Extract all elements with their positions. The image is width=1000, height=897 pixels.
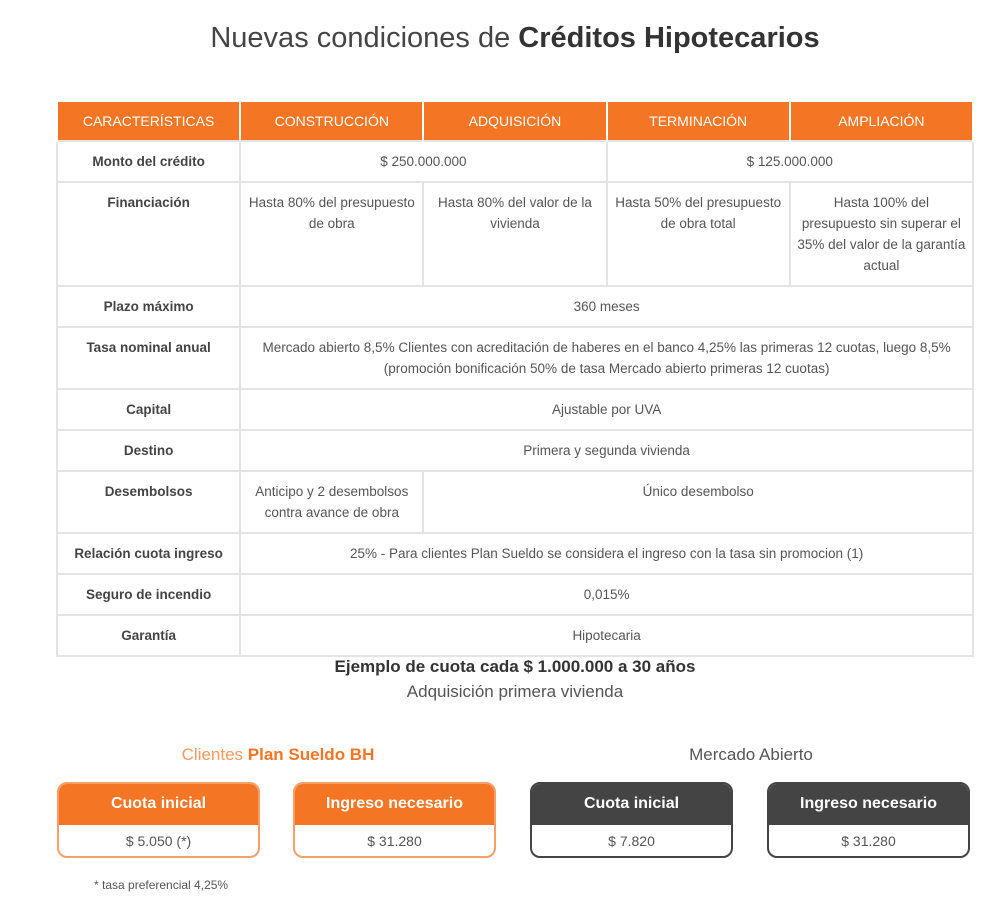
mercado-cuota-card [530, 782, 733, 858]
table-row [57, 574, 973, 615]
cell: Hasta 100% del presupuesto sin superar el 35% del valor de la garantía actual [790, 182, 973, 286]
table-row [57, 471, 973, 533]
cell: Mercado abierto 8,5% Clientes con acreditación de haberes en el banco 4,25% las primeras 12 cuotas, luego 8,5% (promoción bonificación 50% de tasa Mercado abierto primeras 12 cuotas) [240, 327, 973, 389]
cell: Ajustable por UVA [240, 389, 973, 430]
header-ampliacion: AMPLIACIÓN [790, 101, 973, 141]
card-header: Ingreso necesario [295, 784, 494, 825]
table-row [57, 141, 973, 182]
plan-sueldo-bold: Plan Sueldo BH [247, 745, 375, 764]
cell: 25% - Para clientes Plan Sueldo se considera el ingreso con la tasa sin promocion (1) [240, 533, 973, 574]
table-row [57, 389, 973, 430]
table-row [57, 533, 973, 574]
row-label: Destino [57, 430, 240, 471]
example-title: Ejemplo de cuota cada $ 1.000.000 a 30 años [334, 657, 696, 676]
cell: $ 250.000.000 [240, 141, 606, 182]
row-label: Relación cuota ingreso [57, 533, 240, 574]
example-subtitle: Adquisición primera vivienda [406, 682, 624, 701]
cell: Hipotecaria [240, 615, 973, 656]
card-value: $ 31.280 [367, 833, 422, 849]
cell: $ 125.000.000 [607, 141, 973, 182]
cell: Primera y segunda vivienda [240, 430, 973, 471]
mercado-heading: Mercado Abierto [689, 745, 813, 764]
plan-sueldo-heading [128, 745, 428, 765]
row-label: Plazo máximo [57, 286, 240, 327]
cell: Anticipo y 2 desembolsos contra avance de obra [240, 471, 423, 533]
table-row [57, 430, 973, 471]
header-adquisicion: ADQUISICIÓN [423, 101, 606, 141]
footnote: * tasa preferencial 4,25% [94, 878, 229, 892]
cell: Hasta 50% del presupuesto de obra total [607, 182, 790, 286]
plan-sueldo-cuota-card [57, 782, 260, 858]
header-caracteristicas: CARACTERÍSTICAS [57, 101, 240, 141]
cell: Único desembolso [423, 471, 973, 533]
table-header [57, 101, 973, 141]
cell: 360 meses [240, 286, 973, 327]
card-value: $ 7.820 [608, 833, 655, 849]
title-bold: Créditos Hipotecarios [518, 22, 820, 54]
table-row [57, 182, 973, 286]
plan-sueldo-ingreso-card [293, 782, 496, 858]
card-header: Ingreso necesario [769, 784, 968, 825]
header-construccion: CONSTRUCCIÓN [240, 101, 423, 141]
card-value: $ 5.050 (*) [125, 833, 192, 849]
row-label: Monto del crédito [57, 141, 240, 182]
cell: 0,015% [240, 574, 973, 615]
table-row [57, 327, 973, 389]
row-label: Capital [57, 389, 240, 430]
card-header: Cuota inicial [532, 784, 731, 825]
row-label: Seguro de incendio [57, 574, 240, 615]
card-value: $ 31.280 [841, 833, 896, 849]
row-label: Tasa nominal anual [57, 327, 240, 389]
plan-sueldo-prefix: Clientes [181, 745, 248, 764]
row-label: Desembolsos [57, 471, 240, 533]
table-row [57, 615, 973, 656]
header-terminacion: TERMINACIÓN [607, 101, 790, 141]
card-header: Cuota inicial [59, 784, 258, 825]
page-title [0, 22, 1000, 55]
conditions-table [56, 100, 974, 657]
cell: Hasta 80% del presupuesto de obra [240, 182, 423, 286]
table-row [57, 286, 973, 327]
row-label: Garantía [57, 615, 240, 656]
mercado-ingreso-card [767, 782, 970, 858]
title-regular: Nuevas condiciones de [210, 22, 519, 54]
row-label: Financiación [57, 182, 240, 286]
cell: Hasta 80% del valor de la vivienda [423, 182, 606, 286]
